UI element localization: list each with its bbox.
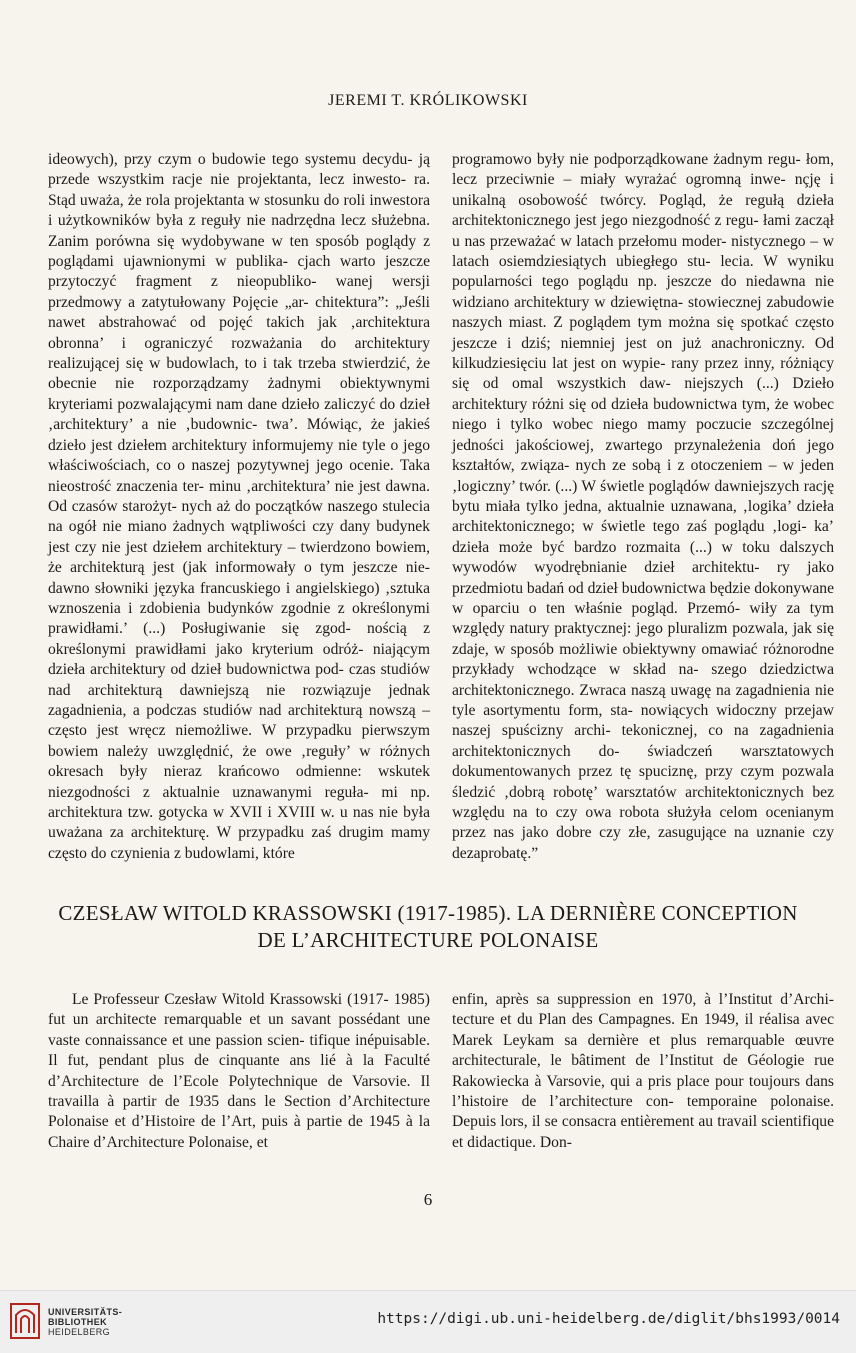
library-name-line-2: BIBLIOTHEK (48, 1317, 107, 1327)
polish-text-right-column (452, 150, 834, 864)
viewer-footer (0, 1290, 856, 1353)
document-url-link[interactable]: https://digi.ub.uni-heidelberg.de/diglit/bhs1993/0014 (377, 1311, 840, 1327)
polish-paragraph-left: ideowych), przy czym o budowie tego systemu decydu- ją przede wszystkim racje nie projektanta, lecz inwesto- ra. Stąd uważa, że rola projektanta w stosunku do roli inwestora i użytkowników była z reguły nie nadrzędna lecz służebna. Zanim porówna się wydobywane w ten sposób poglądy z poglądami ujawnionymi w publika- cjach warto jeszcze przytoczyć fragment z nieopubliko- wanej wersji przedmowy a zatytułowany Pojęcie „ar- chitektura”: „Jeśli nawet abstrahować od pojęć takich jak ‚architektura obronna’ i ograniczyć rozważania do architektury realizującej się w budowlach, to i tak trzeba stwierdzić, że obecnie nie rozporządzamy żadnymi obiektywnymi kryteriami pozwalającymi nam dane dzieło zaliczyć do dzieł ‚architektury’ a nie ‚budownic- twa’. Mówiąc, że jakieś dzieło jest dziełem architektury informujemy nie tyle o jego właściwościach, co o naszej pozytywnej jego ocenie. Taka nieostrość znaczenia ter- minu ‚architektura’ nie jest dawna. Od czasów starożyt- nych aż do początków naszego stulecia na ogół nie miano żadnych wątpliwości czy dany budynek jest czy nie jest dziełem architektury – twierdzono bowiem, że architekturą jest (jak informowały o tym jeszcze nie- dawno słowniki języka francuskiego i angielskiego) ‚sztuka wznoszenia i zdobienia budynków zgodnie z określonymi prawidłami.’ (...) Posługiwanie się zgod- nością z określonymi prawidłami jako kryterium odróż- niającym dzieła architektury od dzieł budownictwa pod- czas studiów nad architekturą dawniejszą nie rozwiązuje jednak zagadnienia, a podczas studiów nad architekturą nowszą – często jest wręcz niemożliwe. W przypadku pierwszym bowiem należy uwzględnić, że owe ‚reguły’ w różnych okresach były nieraz krańcowo odmienne: wskutek niezgodności z aktualnie uznawanymi regułа- mi np. architektura tzw. gotycka w XVII i XVIII w. u nas nie była uważana za architekturę. W przypadku zaś drugim mamy często do czynienia z budowlami, które (48, 151, 430, 862)
french-paragraph-right: enfin, après sa suppression en 1970, à l’Institut d’Archi- tecture et du Plan des Campagnes. En 1949, il réalisa avec Marek Leykam sa dernière et plus remarquable œuvre architecturale, le bâtiment de l’Institut de Géologie rue Rakowiecka à Varsovie, qui a pris place pour toujours dans l’histoire de l’architecture con- temporaine polonaise. Depuis lors, il se consacra entièrement au travail scientifique et didactique. Don- (452, 991, 834, 1151)
heidelberg-library-logo-icon[interactable] (10, 1303, 40, 1339)
library-name-line-1: UNIVERSITÄTS- (48, 1307, 123, 1317)
page-number: 6 (423, 1190, 433, 1209)
section-title-line-2: DE L’ARCHITECTURE POLONAISE (257, 928, 599, 952)
section-title-line-1: CZESŁAW WITOLD KRASSOWSKI (1917-1985). LA DERNIÈRE CONCEPTION (58, 901, 798, 925)
french-paragraph-left: Le Professeur Czesław Witold Krassowski (1917- 1985) fut un architecte remarquable et un savant possédant une vaste connaissance et une passion scien- tifique inépuisable. Il fut, pendant plus de cinquante ans lié à la Faculté d’Architecture de l’Ecole Polytechnique de Varsovie. Il travailla à partir de 1935 dans le Section d’Architecture Polonaise et d’Histoire de l’Art, puis à partie de 1945 à la Chaire d’Architecture Polonaise, et (48, 991, 430, 1151)
polish-text-left-column (48, 150, 430, 864)
french-text-left-column (48, 990, 430, 1153)
french-text-right-column (452, 990, 834, 1153)
polish-paragraph-right: programowo były nie podporządkowane żadnym regu- łom, lecz przeciwnie – miały wyrażać ogromną inwe- nçję i unikalną osobowość twórcy. Pogląd, że regułą dzieła architektonicznego jest jego niezgodność z regu- łami zaczął u nas przeważać w latach przełomu moder- nistycznego – w latach osiemdziesiątych ubiegłego stu- lecia. W wyniku popularności tego poglądu np. jeszcze do niedawna nie widziano architektury w dziewiętna- stowiecznej zabudowie naszych miast. Z poglądem tym można się spotkać często jeszcze i dziś; niemniej jest on już anachroniczny. Od kilkudziesięciu lat jest on wypie- rany przez inny, różniący się od omal wszystkich daw- niejszych (...) Dzieło architektury różni się od dzieła budownictwa tym, że wobec niego i tylko wobec niego mamy poczucie szczególnej jedności jakościowej, zwartego przynależenia doń jego kształtów, związa- nych ze sobą i z otoczeniem – w jeden ‚logiczny’ twór. (...) W świetle poglądów dawniejszych rację bytu miała tylko jedna, aktualnie uznawana, ‚logika’ dzieła architektonicznego; w świetle tego zaś poglądu ‚logi- ka’ dzieła może być bardzo rozmaita (...) w toku dalszych wywodów wyodrębnianie dzieł architektu- ry jako przedmiotu badań od dzieł budownictwa będzie dokonywane w oparciu o ten właśnie pogląd. Przemó- wiły za tym względy natury praktycznej: jego pluralizm pozwala, jak się zdaje, w sposób możliwie obiektywny omawiać różnorodne przykłady wchodzące w skład na- szego dziedzictwa architektonicznego. Zwraca naszą uwagę na zagadnienia nie tyle asortymentu form, sta- nowiących widoczny przejaw naszej spuścizny archi- tekonicznej, co na zagadnienia architektonicznych do- świadczeń warsztatowych dokumentowanych przez tę spuciznę, przy czym pozwala śledzić ‚dobrą robotę’ warsztatów architektonicznych bez względu na to czy owa robota służyła celom ocenianym przez nas jako dobre czy złe, zasugujące na uznanie czy dezaprobatę.” (452, 151, 834, 862)
running-head: JEREMI T. KRÓLIKOWSKI (328, 92, 528, 109)
library-name-line-3: HEIDELBERG (48, 1327, 111, 1337)
library-name[interactable] (48, 1307, 122, 1337)
section-title (40, 900, 816, 954)
